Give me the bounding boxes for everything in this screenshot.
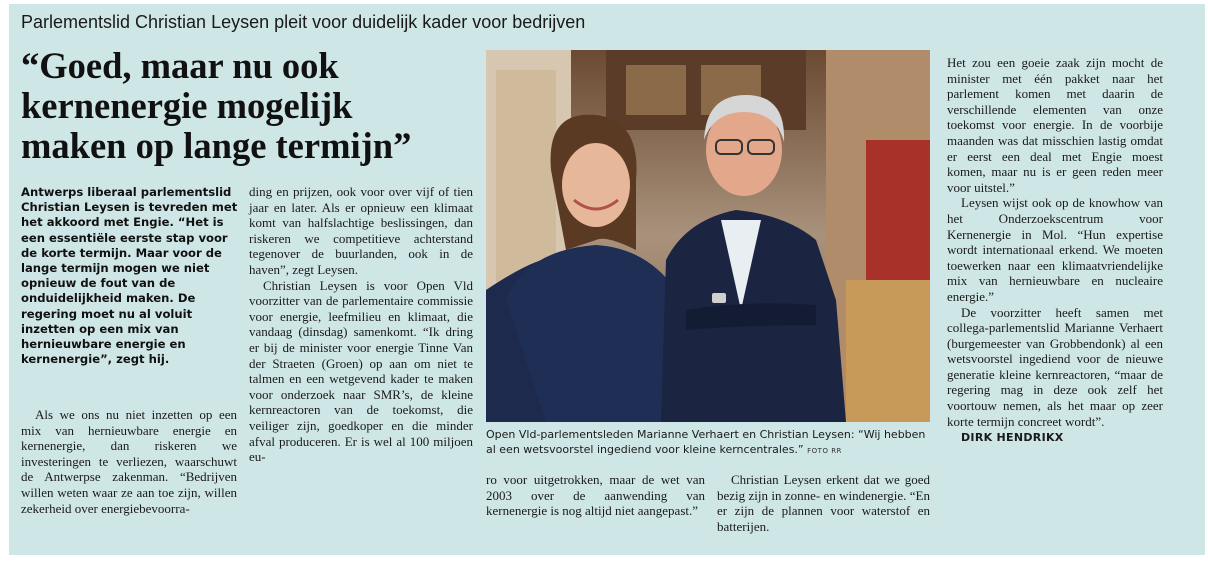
body-paragraph: Christian Leysen erkent dat we goed bezig zijn in zonne- en windenergie. “En er zijn de plannen voor waterstof en batterijen. xyxy=(717,472,930,534)
column-3 xyxy=(486,472,705,519)
lead-line: Christian Leysen is tevreden met xyxy=(21,200,238,215)
lead-line: lange termijn mogen we niet xyxy=(21,261,210,276)
lead-paragraph xyxy=(21,185,237,367)
lead-line: de korte termijn. Maar voor de xyxy=(21,245,222,260)
body-paragraph: ding en prijzen, ook voor over vijf of tien jaar en later. Als er opnieuw een klimaat komt van halfslachtige beslissingen, dan riskeren we competitieve achterstand tegenover de buurlanden, ook in de haven”, zegt Leysen. xyxy=(249,184,473,277)
lead-line: hernieuwbare energie en xyxy=(21,337,186,352)
column-5 xyxy=(947,55,1163,446)
lead-line: regering moet nu al voluit xyxy=(21,306,193,321)
lead-line: een essentiële eerste stap voor xyxy=(21,230,228,245)
body-paragraph: De voorzitter heeft samen met collega-parlementslid Marianne Verhaert (burgemeester van Grobbendonk) al een wetsvoorstel ingediend voor de nieuwe generatie kleine kernreactoren, “maar de regering mag in deze ook zelf het voortouw nemen, als het maar op zeer korte termijn concreet wordt”. xyxy=(947,304,1163,429)
headline-line: kernenergie mogelijk xyxy=(21,85,353,126)
newspaper-clipping xyxy=(9,4,1205,555)
kicker: Parlementslid Christian Leysen pleit voor duidelijk kader voor bedrijven xyxy=(21,12,586,32)
column-4 xyxy=(717,472,930,534)
lead-line: onduidelijkheid maken. De xyxy=(21,291,196,306)
body-paragraph: Christian Leysen is voor Open Vld voorzitter van de parlementaire commissie voor energie, leefmilieu en klimaat, die vandaag (dinsdag) samenkomt. “Ik dring er bij de minister voor energie Tinne Van der Straeten (Groen) op aan om niet te talmen en een wetgevend kader te maken voor onderzoek naar SMR’s, de kleine kernreactoren van de toekomst, die veiliger zijn, goedkoper en die minder afval produceren. Er is wel al 100 miljoen eu- xyxy=(249,277,473,465)
body-paragraph: Leysen wijst ook op de knowhow van het Onderzoekscentrum voor Kernenergie in Mol. “Hun expertise wordt internationaal erkend. We moeten toewerken naar een klimaatvriendelijke mix van hernieuwbare en nucleaire energie.” xyxy=(947,195,1163,304)
lead-line: Antwerps liberaal parlementslid xyxy=(21,185,232,199)
lead-line: het akkoord met Engie. “Het is xyxy=(21,215,224,230)
article-photo xyxy=(486,50,930,422)
photo-caption xyxy=(486,427,936,459)
photo-credit: FOTO RR xyxy=(807,447,842,455)
caption-text: Open Vld-parlementsleden Marianne Verhaert en Christian Leysen: “Wij hebben al een wetsvoorstel ingediend voor kleine kerncentrales.” xyxy=(486,428,926,456)
headline-line: maken op lange termijn” xyxy=(21,125,412,166)
lead-line: opnieuw de fout van de xyxy=(21,276,176,291)
lead-line: kernenergie”, zegt hij. xyxy=(21,352,170,367)
body-paragraph: ro voor uitgetrokken, maar de wet van 2003 over de aanwending van kernenergie is nog altijd niet aangepast.” xyxy=(486,472,705,519)
headline xyxy=(21,46,491,166)
column-2 xyxy=(249,184,473,465)
photo-illustration xyxy=(486,50,930,422)
body-paragraph: Het zou een goeie zaak zijn mocht de minister met één pakket naar het parlement komen met daarin de verschillende elementen van onze toekomst voor energie. In de voorbije maanden was dat misschien lastig omdat er eerst een deal met Engie moest komen, maar nu is er geen reden meer voor uitstel.” xyxy=(947,55,1163,195)
headline-line: “Goed, maar nu ook xyxy=(21,45,339,86)
lead-line: inzetten op een mix van xyxy=(21,321,179,336)
byline: DIRK HENDRIKX xyxy=(961,431,1064,445)
body-paragraph: Als we ons nu niet inzetten op een mix van hernieuwbare energie en kernenergie, dan riskeren we investeringen te verliezen, waarschuwt de Antwerpse zakenman. “Bedrijven willen weten waar ze aan toe zijn, willen zekerheid over energiebevoorra- xyxy=(21,407,237,516)
column-1 xyxy=(21,407,237,516)
